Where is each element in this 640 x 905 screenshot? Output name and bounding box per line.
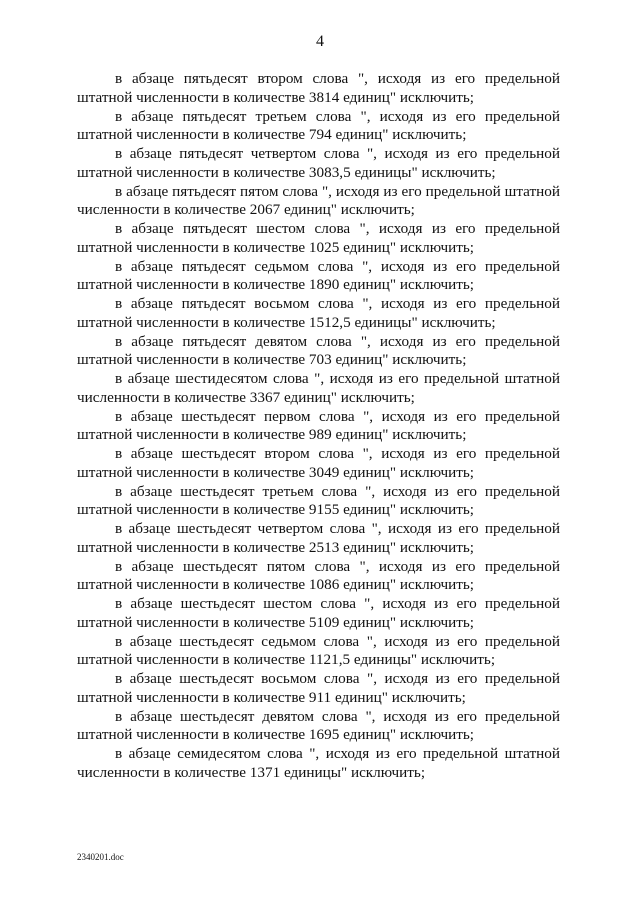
paragraph: в абзаце шестьдесят первом слова ", исходя из его предельной штатной численности в количестве 989 единиц" исключить;	[77, 407, 560, 443]
paragraph: в абзаце шестьдесят четвертом слова ", исходя из его предельной штатной численности в количестве 2513 единиц" исключить;	[77, 520, 560, 556]
paragraph: в абзаце шестьдесят третьем слова ", исходя из его предельной штатной численности в количестве 9155 единиц" исключить;	[77, 482, 560, 518]
page-number: 4	[316, 33, 324, 50]
paragraph: в абзаце шестьдесят втором слова ", исходя из его предельной штатной численности в количестве 3049 единиц" исключить;	[77, 445, 560, 481]
paragraph: в абзаце пятьдесят пятом слова ", исходя из его предельной штатной численности в количестве 2067 единиц" исключить;	[77, 182, 560, 218]
paragraph: в абзаце пятьдесят шестом слова ", исходя из его предельной штатной численности в количестве 1025 единиц" исключить;	[77, 220, 560, 256]
paragraph: в абзаце пятьдесят девятом слова ", исходя из его предельной штатной численности в количестве 703 единиц" исключить;	[77, 332, 560, 368]
paragraph: в абзаце пятьдесят восьмом слова ", исходя из его предельной штатной численности в количестве 1512,5 единицы" исключить;	[77, 295, 560, 331]
paragraph: в абзаце пятьдесят третьем слова ", исходя из его предельной штатной численности в количестве 794 единиц" исключить;	[77, 107, 560, 143]
paragraph: в абзаце пятьдесят четвертом слова ", исходя из его предельной штатной численности в количестве 3083,5 единицы" исключить;	[77, 145, 560, 181]
paragraph: в абзаце шестьдесят восьмом слова ", исходя из его предельной штатной численности в количестве 911 единиц" исключить;	[77, 670, 560, 706]
document-file-id: 2340201.doc	[77, 852, 124, 862]
document-body	[77, 70, 560, 783]
paragraph: в абзаце пятьдесят седьмом слова ", исходя из его предельной штатной численности в количестве 1890 единиц" исключить;	[77, 257, 560, 293]
paragraph: в абзаце шестидесятом слова ", исходя из его предельной штатной численности в количестве 3367 единиц" исключить;	[77, 370, 560, 406]
paragraph: в абзаце шестьдесят пятом слова ", исходя из его предельной штатной численности в количестве 1086 единиц" исключить;	[77, 557, 560, 593]
paragraph: в абзаце шестьдесят шестом слова ", исходя из его предельной штатной численности в количестве 5109 единиц" исключить;	[77, 595, 560, 631]
paragraph: в абзаце шестьдесят седьмом слова ", исходя из его предельной штатной численности в количестве 1121,5 единицы" исключить;	[77, 632, 560, 668]
paragraph: в абзаце шестьдесят девятом слова ", исходя из его предельной штатной численности в количестве 1695 единиц" исключить;	[77, 707, 560, 743]
paragraph: в абзаце семидесятом слова ", исходя из его предельной штатной численности в количестве 1371 единицы" исключить;	[77, 745, 560, 781]
paragraph: в абзаце пятьдесят втором слова ", исходя из его предельной штатной численности в количестве 3814 единиц" исключить;	[77, 70, 560, 106]
